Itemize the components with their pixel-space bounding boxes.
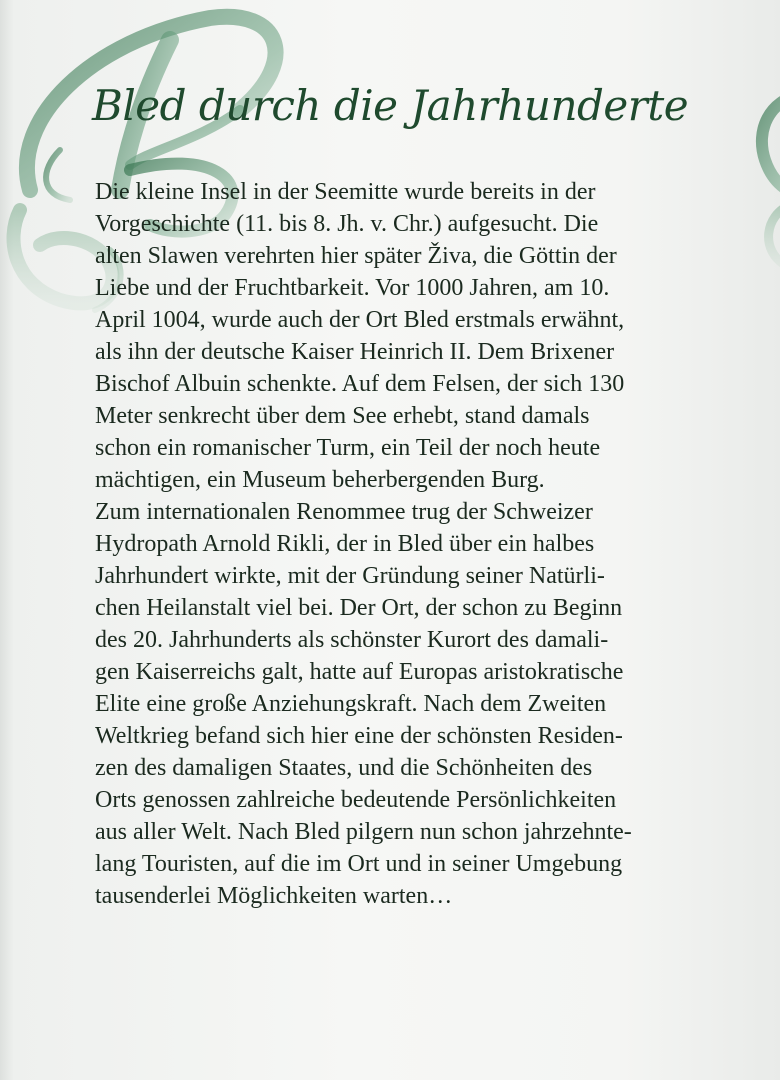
body-line: Zum internationalen Renommee trug der Schweizer (95, 499, 593, 525)
body-line: Weltkrieg befand sich hier eine der schönsten Residen- (95, 723, 623, 749)
body-line: mächtigen, ein Museum beherbergenden Burg. (95, 467, 545, 493)
body-line: Die kleine Insel in der Seemitte wurde bereits in der (95, 179, 596, 205)
ornament-right-edge (762, 95, 780, 265)
body-line: Meter senkrecht über dem See erhebt, stand damals (95, 403, 590, 429)
body-line: schon ein romanischer Turm, ein Teil der noch heute (95, 435, 601, 461)
page-edge-shadow (0, 0, 14, 1080)
body-line: Bischof Albuin schenkte. Auf dem Felsen, der sich 130 (95, 371, 625, 397)
body-line: Jahrhundert wirkte, mit der Gründung seiner Natürli- (95, 563, 605, 589)
body-line: Orts genossen zahlreiche bedeutende Persönlichkeiten (95, 787, 617, 813)
body-line: chen Heilanstalt viel bei. Der Ort, der schon zu Beginn (95, 595, 623, 621)
body-line: April 1004, wurde auch der Ort Bled erstmals erwähnt, (95, 307, 625, 333)
body-line: Elite eine große Anziehungskraft. Nach dem Zweiten (95, 691, 607, 717)
body-line: zen des damaligen Staates, und die Schönheiten des (95, 755, 593, 781)
body-line: lang Touristen, auf die im Ort und in seiner Umgebung (95, 851, 623, 877)
body-line: als ihn der deutsche Kaiser Heinrich II. Dem Brixener (95, 339, 615, 365)
body-paragraph (95, 176, 760, 912)
body-line: aus aller Welt. Nach Bled pilgern nun schon jahrzehnte- (95, 819, 632, 845)
body-line: gen Kaiserreichs galt, hatte auf Europas aristokratische (95, 659, 624, 685)
page-title: Bled durch die Jahrhunderte (92, 81, 689, 130)
body-line: alten Slawen verehrten hier später Živa, die Göttin der (95, 243, 617, 269)
body-line: Hydropath Arnold Rikli, der in Bled über ein halbes (95, 531, 595, 557)
body-line: Liebe und der Fruchtbarkeit. Vor 1000 Jahren, am 10. (95, 275, 610, 301)
body-line: Vorgeschichte (11. bis 8. Jh. v. Chr.) aufgesucht. Die (95, 211, 599, 237)
body-line: des 20. Jahrhunderts als schönster Kurort des damali- (95, 627, 609, 653)
body-line: tausenderlei Möglichkeiten warten… (95, 883, 453, 909)
